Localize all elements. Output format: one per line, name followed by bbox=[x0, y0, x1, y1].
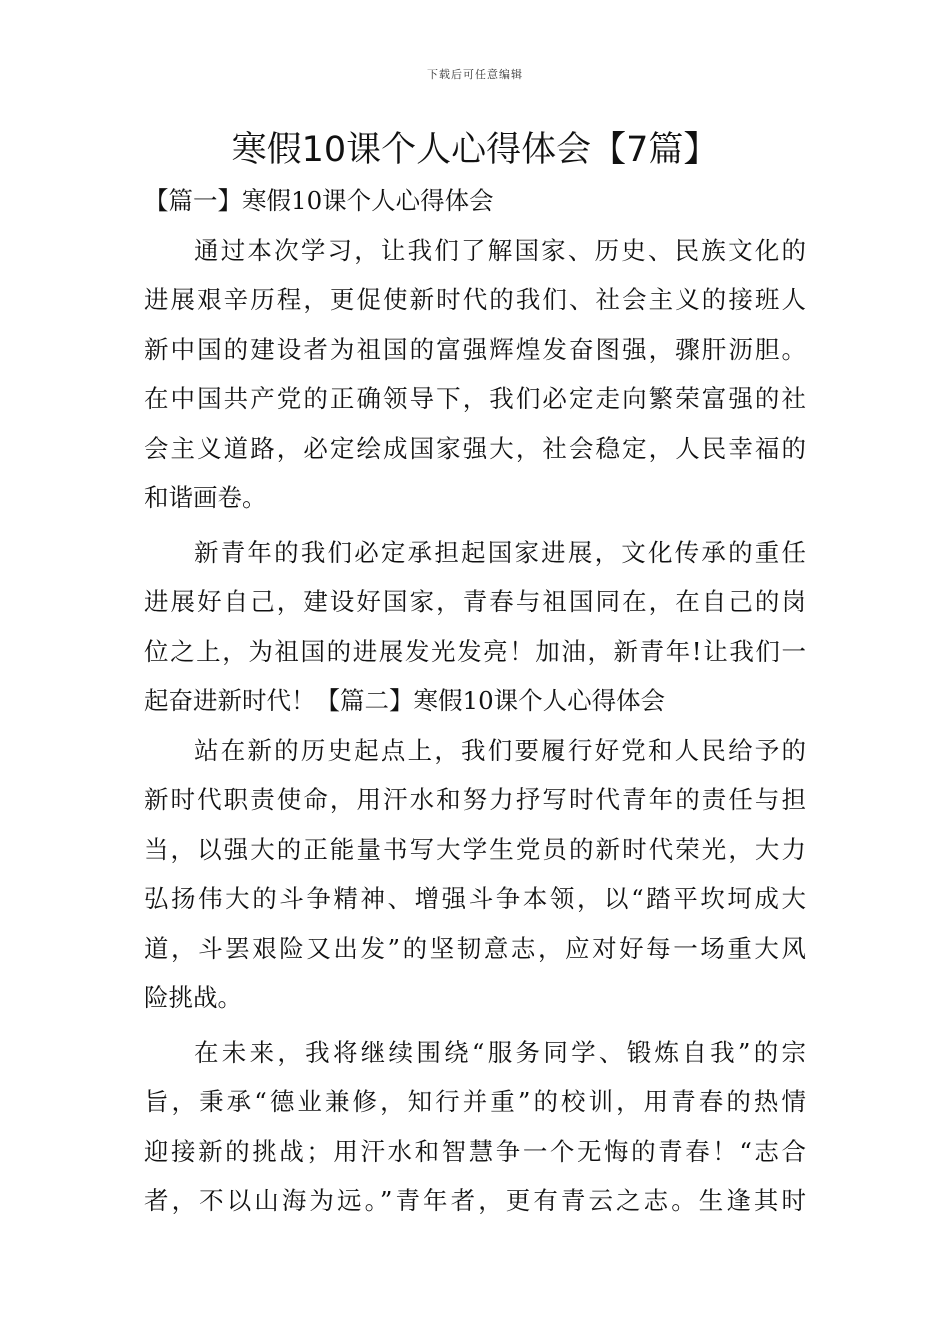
text-line: 会主义道路，必定绘成国家强大，社会稳定，人民幸福的 bbox=[144, 433, 806, 463]
text-line: 新时代职责使命，用汗水和努力抒写时代青年的责任与担 bbox=[144, 785, 806, 814]
text-line: 者，不以山海为远。”青年者，更有青云之志。生逢其时 bbox=[144, 1186, 806, 1215]
text-line: 起奋进新时代！【篇二】寒假10课个人心得体会 bbox=[144, 686, 666, 715]
text-line: 站在新的历史起点上，我们要履行好党和人民给予的 bbox=[194, 735, 806, 765]
text-line: 当，以强大的正能量书写大学生党员的新时代荣光，大力 bbox=[144, 834, 806, 864]
text-line: 新青年的我们必定承担起国家进展，文化传承的重任 bbox=[194, 537, 806, 567]
document-body bbox=[144, 176, 806, 1226]
text-line: 通过本次学习，让我们了解国家、历史、民族文化的 bbox=[194, 235, 806, 265]
text-line: 道，斗罢艰险又出发”的坚韧意志，应对好每一场重大风 bbox=[144, 933, 806, 963]
text-line: 险挑战。 bbox=[144, 983, 242, 1012]
text-line: 新中国的建设者为祖国的富强辉煌发奋图强，骤肝沥胆。 bbox=[144, 334, 806, 364]
page-header-note: 下载后可任意编辑 bbox=[427, 68, 523, 81]
text-line: 和谐画卷。 bbox=[144, 483, 267, 512]
text-line: 在中国共产党的正确领导下，我们必定走向繁荣富强的社 bbox=[144, 384, 806, 413]
text-line: 旨，秉承“德业兼修，知行并重”的校训，用青春的热情 bbox=[144, 1087, 806, 1116]
document-title: 寒假10课个人心得体会【7篇】 bbox=[231, 130, 719, 170]
text-line: 迎接新的挑战；用汗水和智慧争一个无悔的青春！“志合 bbox=[144, 1136, 806, 1166]
text-line: 进展艰辛历程，更促使新时代的我们、社会主义的接班人 bbox=[144, 285, 806, 314]
text-line: 【篇一】寒假10课个人心得体会 bbox=[144, 186, 494, 215]
text-line: 进展好自己，建设好国家，青春与祖国同在，在自己的岗 bbox=[144, 587, 806, 616]
text-line: 弘扬伟大的斗争精神、增强斗争本领，以“踏平坎坷成大 bbox=[144, 884, 806, 913]
text-line: 位之上，为祖国的进展发光发亮！加油，新青年!让我们一 bbox=[144, 636, 806, 666]
text-line: 在未来，我将继续围绕“服务同学、锻炼自我”的宗 bbox=[194, 1037, 806, 1067]
